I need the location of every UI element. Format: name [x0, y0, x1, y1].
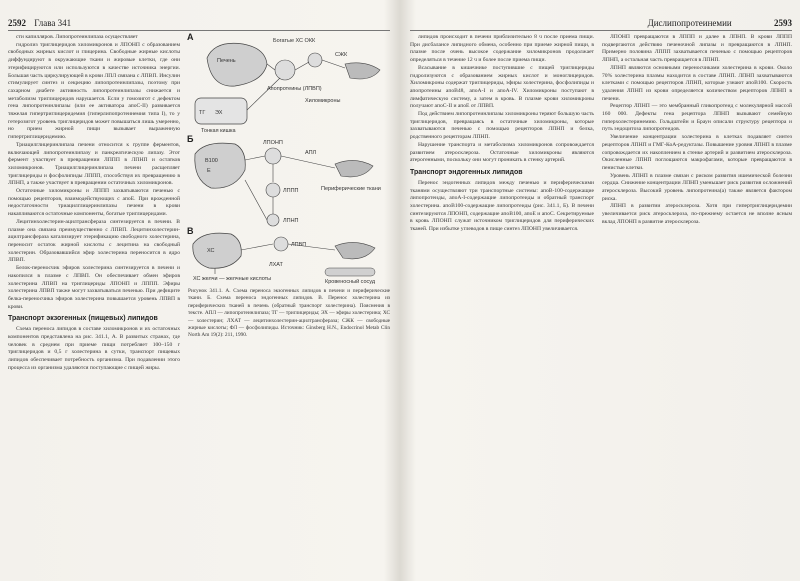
tissue-shape-c	[335, 242, 375, 258]
paragraph: Остаточные хиломикроны и ЛППП захватываются печенью с помощью рецепторов, взаимодействующих с апоЕ. При врожденной недостаточности триацилглицеринлипазы печени в крови накапливаются остаточные компоненты, богатые триглицеридами.	[8, 188, 180, 218]
lipid-transport-figure	[185, 30, 390, 285]
apoe-label: E	[207, 168, 211, 174]
paragraph: Лецитинхолестерин-ацилтрансфераза синтезируется в печени. В плазме она связана преимущественно с ЛПВП. Лецитинхолестерин-ацилтрансфераза катализирует этерификацию свободного холестерина, переносит остаток жирной кислоты с лецитина на свободный холестерин. Образовавшийся эфир холестерина переносится в ядро ЛПВП.	[8, 218, 180, 264]
right-header-rule	[410, 30, 792, 31]
paragraph: липидов происходит в печени приблизительно 8 ч после приема пищи. При дисбалансе липидного обмена, особенно при приеме жирной пищи, в плазме после очень высокое содержание хиломикронов продолжает определяться в течение 12 ч и более после приема пищи.	[410, 34, 594, 64]
b100-label: B100	[205, 158, 218, 164]
remnant-particle	[308, 53, 322, 67]
figure-label-b: Б	[187, 134, 194, 144]
apl-label: АПЛ	[305, 150, 317, 156]
lppp-label: ЛППП	[283, 188, 299, 194]
paragraph: Уровень ЛПНП в плазме связан с риском развития ишемической болезни сердца. Снижение концентрации ЛПНП уменьшает риск развития осложнений атеросклероза. Высокий уровень липопротеина(а) также является фактором риска.	[602, 172, 792, 202]
figure-label-a: А	[187, 32, 194, 42]
left-page	[0, 0, 398, 581]
peripheral-label: Периферические ткани	[321, 186, 381, 192]
paragraph: ЛПОНП превращаются в ЛППП и далее в ЛПНП. В крови ЛППП подвергаются действию печеночной липазы и превращаются в ЛПНП. Примерно половина ЛППП захватывается печенью с помощью рецепторов ЛПНП, а остальная часть превращается в ЛПНП.	[602, 34, 792, 64]
right-page-header	[642, 18, 792, 28]
apoproteins-label: Апопротеины (ЛПВП)	[267, 86, 322, 92]
figure-caption: Рисунок 341.1. А. Схема переноса экзогенных липидов в печени и периферические ткани. Б. Схема переноса эндогенных липидов. В. Перенос холестерина из периферических тканей в печень (обратный транспорт холестерина). Пояснения в тексте. АПЛ — липопротеинлипаза; ТГ — триглицериды; ЭХ — эфиры холестерина; ХС — холестерин; ЛХАТ — лецитинхолестерин-ацилтрансфераза; СЖК — свободные жирные кислоты; ФЛ — фосфолипиды. Источник: Ginsberg H.N., Endocrinol Metab Clin North Am 19(2): 211, 1990.	[188, 288, 390, 339]
liver-shape-b	[195, 143, 245, 188]
paragraph: Всасывание в кишечнике поступившие с пищей триглицериды гидролизуются с образованием жирных кислот и моноглицеридов. Хиломикроны содержат триглицериды, эфиры холестерина, фосфолипиды и апопротеины апоВ48, апоА-I и апоА-IV. Хиломикроны поступают в лимфатическую систему, а затем в кровь. В плазме крови хиломикроны получают апоС-II и апоЕ от ЛПВП.	[410, 64, 594, 110]
section-heading: Транспорт эндогенных липидов	[410, 168, 523, 176]
blood-vessel-label: Кровеносный сосуд	[325, 279, 376, 285]
liver-shape-c	[193, 233, 241, 268]
tissue-shape-a	[345, 63, 380, 79]
paragraph: гидролиз триглицеридов хиломикронов и ЛПОНП с образованием свободных жирных кислот и глицерина. Свободные жирные кислоты диффундируют в окружающие ткани и жировые клетки, где они этерифицируются или используются в качестве источника энергии. Большая часть циркулирующей в крови ЛПЛ связана с ЛПВП. Инсулин стимулирует синтез и секрецию липопротеинлипазы, поэтому при сахарном диабете активность липопротеинлипазы снижается и метаболизм триглицеридов нарушается. Если у гомозигот с дефектом гена липопротеинлипазы (или ее активатора апоС-II) развивается тяжелая гипертриглицеридемия (гиперлипопротеинемия типа I), то у гетерозигот уровень триглицеридов может повышаться лишь умеренно, но прием жирной пищи вызывает выраженную гипертриглицеридемию.	[8, 41, 180, 141]
section-heading: Транспорт экзогенных (пищевых) липидов	[8, 315, 158, 323]
paragraph: Рецептор ЛПНП — это мембранный гликопротеид с молекулярной массой 160 000. Дефекты гена рецептора ЛПНП вызывают семейную гиперхолестеринемию. Гольдштейн и Браун описали структуру рецептора и путь эндоцитоза липопротеидов.	[602, 103, 792, 133]
paragraph: Схема переноса липидов в составе хиломикронов и их остаточных компонентов представлена на рис. 341.1, А. В развитых странах, где человек в среднем при приеме пищи потребляет 100–150 г триглицеридов и 0,5 г холестерина в сутки, транспорт пищевых липидов обеспечивает потребность организма. При подавлении этого процесса из организма удаляются поступающие с пищей жиры.	[8, 326, 180, 371]
right-text-column-1	[410, 34, 594, 579]
chylomicrons-label: Хиломикроны	[305, 98, 341, 104]
bile-label: ХС желчи — желчные кислоты	[193, 276, 272, 282]
lhat-label: ЛХАТ	[269, 262, 283, 268]
tg-label-intestine: ТГ	[199, 110, 206, 116]
lpnp-label: ЛПНП	[283, 218, 299, 224]
right-text-column-2	[602, 34, 792, 579]
tissue-shape-b	[335, 160, 373, 176]
blood-vessel-shape	[325, 268, 375, 276]
paragraph: Триацилглицеринлипаза печени относится к группе ферментов, включающей липопротеинлипазу и панкреатическую липазу. Этот фермент участвует в превращении ЛППП в ЛПНП и остатков хиломикронов. Триацилглицеринлипаза печени расщепляет триглицериды и фосфолипиды ЛППП, способствуя их превращению в ЛПНП, а также участвует в превращении остаточных хиломикронов.	[8, 141, 180, 187]
lponp-particle	[265, 148, 281, 164]
paragraph: Под действием липопротеинлипазы хиломикроны теряют большую часть триглицеридов, превращаясь в остаточные хиломикроны, которые захватываются печенью с помощью рецепторов ЛПНП и белка, родственного рецепторам ЛПНП.	[410, 111, 594, 141]
sjk-label-a: СЖК	[335, 52, 348, 58]
food-label: Богатые ХС ОКК	[273, 38, 316, 44]
paragraph: ЛПНП являются основными переносчиками холестерина в крови. Около 70% холестерина плазмы находится в составе ЛПНП. ЛПНП захватываются клетками с помощью рецепторов ЛПНП, которые узнают апоВ100. Скорость удаления ЛПНП из крови определяется количеством рецепторов ЛПНП в печени.	[602, 64, 792, 102]
lppp-particle	[266, 183, 280, 197]
liver-label-a: Печень	[217, 58, 236, 64]
paragraph: Нарушение транспорта и метаболизма хиломикронов сопровождается развитием атеросклероза. Остаточные хиломикроны являются атерогенными, поскольку они могут проникать в стенку артерий.	[410, 141, 594, 164]
intestine-label: Тонкая кишка	[201, 128, 236, 134]
lpvp-particle	[274, 237, 288, 251]
right-chapter-title: Дислипопротеинемии	[647, 18, 732, 28]
right-page-number: 2593	[774, 18, 792, 28]
left-page-header	[8, 18, 71, 28]
paragraph: сти капилляров. Липопротеинлипаза осуществляет	[16, 34, 138, 40]
paragraph: ЛПНП в развитии атеросклероза. Хотя при гипертриглицеридемии увеличивается риск атеросклероза, по-прежнему остается не вполне ясным вклад ЛПОНП в развитие атеросклероза.	[602, 203, 792, 225]
left-chapter-title: Глава 341	[34, 18, 72, 28]
lpnp-particle	[267, 214, 279, 226]
chylomicron-particle	[275, 60, 295, 80]
liver-shape-a	[207, 43, 267, 86]
left-text-column	[8, 34, 180, 579]
paragraph: Увеличение концентрации холестерина в клетках подавляет синтез рецепторов ЛПНП и ГМГ-КоА-редуктазы. Повышение уровня ЛПНП в плазме сопровождается их накоплением в стенке артерий и развитием атеросклероза. Окисленные ЛПНП поглощаются макрофагами, которые превращаются в пенистые клетки.	[602, 134, 792, 171]
ex-label-intestine: ЭХ	[215, 110, 223, 116]
paragraph: Белок-переносчик эфиров холестерина синтезируется в печени и накопился в плазме с ЛПВП. Он обеспечивает обмен эфиров холестерина ЛПВП на триглицериды ЛПОНП и ЛППП. Эфиры холестерина ЛПВП также могут захватываться печенью. При дефиците белка-переносчика эфиров холестерина повышается уровень ЛПВП в крови.	[8, 265, 180, 310]
lponp-label: ЛПОНП	[263, 140, 283, 146]
paragraph: Перенос эндогенных липидов между печенью и периферическими тканями осуществляют три транспортные системы: апоВ-100-содержащие липопротеиды, апоА-I-содержащие липопротеиды и обратный транспорт холестерина. апоВ100-содержащие липопротеиды (рис. 341.1, Б). В печени синтезируются ЛПОНП, содержащие апоВ100, апоЕ и апоС. Секретируемые в кровь ЛПОНП служат источником триглицеридов для периферических тканей. При избытке углеводов в пище синтез ЛПОНП увеличивается.	[410, 179, 594, 233]
left-page-number: 2592	[8, 18, 26, 28]
right-page	[402, 0, 800, 581]
lpvp-label: ЛПВП	[291, 242, 307, 248]
figure-label-c: В	[187, 226, 194, 236]
hc-label: ХС	[207, 248, 215, 254]
